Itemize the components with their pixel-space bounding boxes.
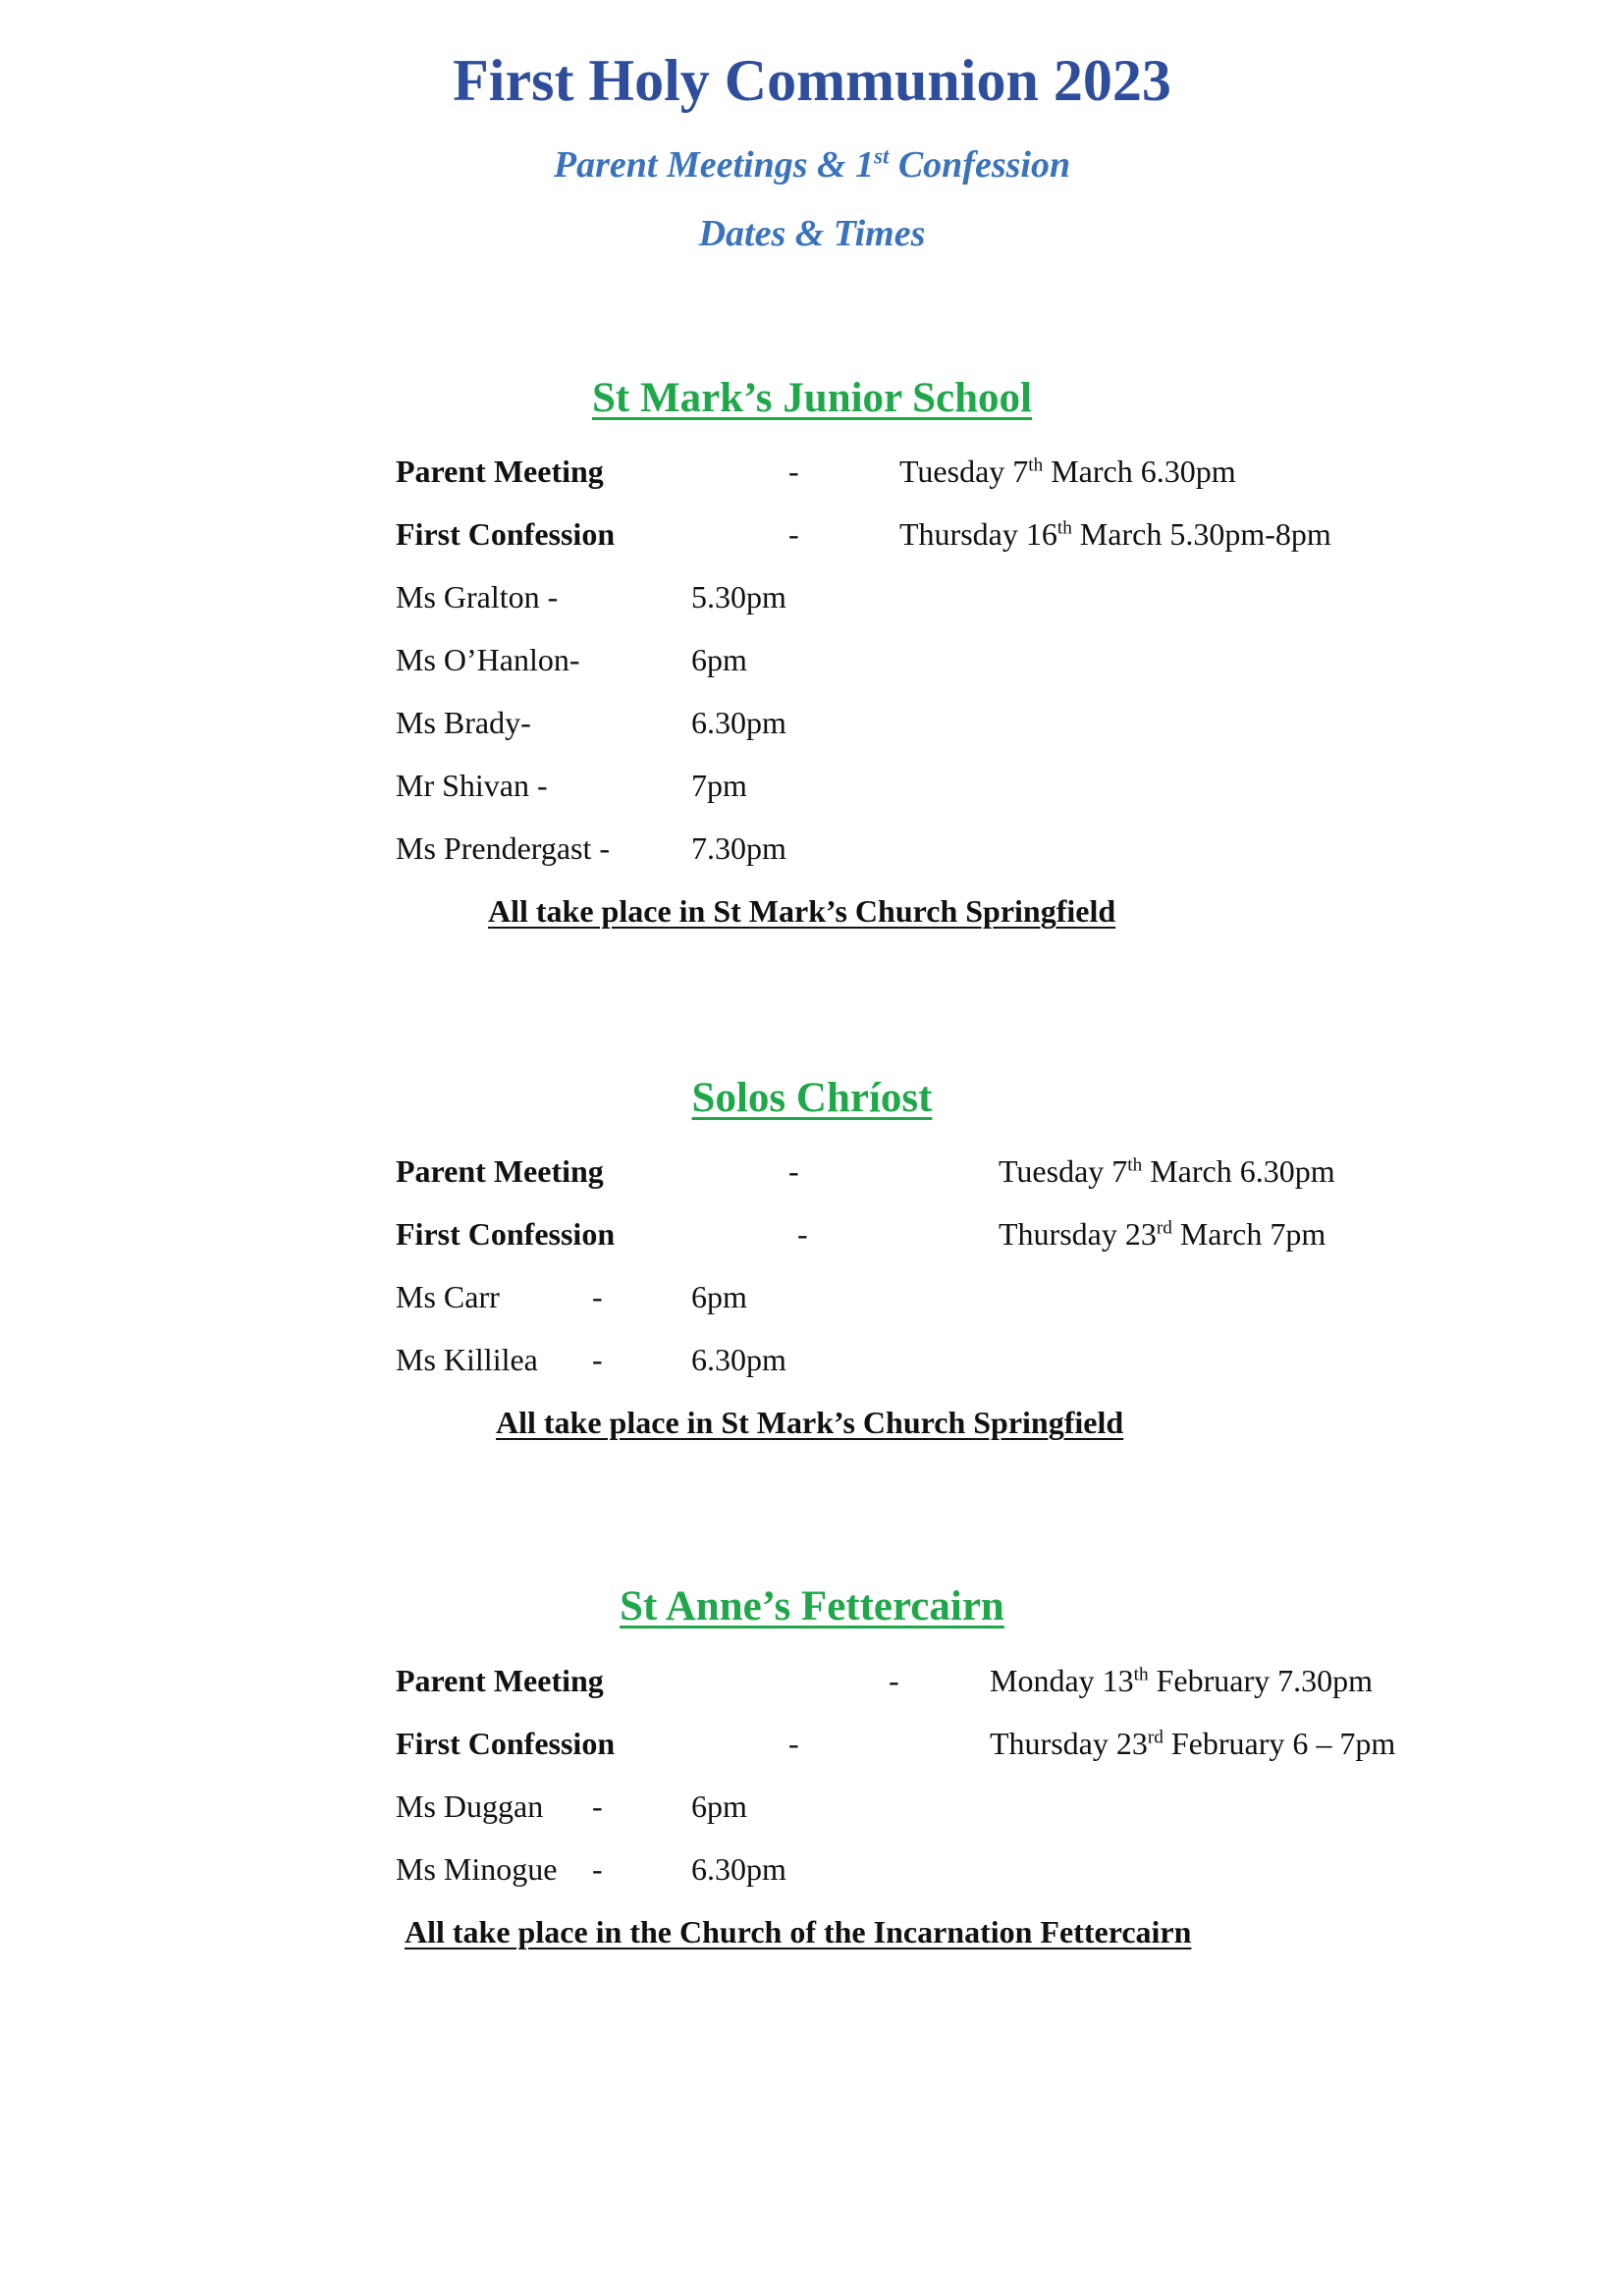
teacher-time: 6pm [691,642,747,677]
parent-meeting-dash: - [788,454,799,489]
teacher-time: 6pm [691,1279,747,1314]
first-confession-dash: - [788,1726,799,1761]
first-confession-date: Thursday 23rd February 6 – 7pm [990,1726,1396,1761]
teacher-dash: - [592,1851,603,1887]
parent-meeting-label: Parent Meeting [396,1153,604,1189]
location-note: All take place in the Church of the Incarnation Fettercairn [405,1914,1192,1949]
parent-meeting-date: Monday 13th February 7.30pm [990,1663,1373,1698]
first-confession-dash: - [788,516,799,552]
teacher-time: 7pm [691,768,747,803]
teacher-name: Ms Brady- [396,705,531,740]
first-confession-date: Thursday 23rd March 7pm [999,1216,1326,1252]
teacher-name: Ms Carr [396,1279,500,1314]
parent-meeting-dash: - [788,1153,799,1189]
teacher-name: Ms Killilea [396,1342,538,1377]
first-confession-date: Thursday 16th March 5.30pm-8pm [899,516,1331,552]
teacher-time: 5.30pm [691,579,786,614]
first-confession-dash: - [797,1216,808,1252]
first-confession-label: First Confession [396,1726,616,1761]
teacher-name: Ms Prendergast - [396,830,611,866]
parent-meeting-label: Parent Meeting [396,1663,604,1698]
location-note: All take place in St Mark’s Church Springfield [496,1405,1124,1440]
page-subtitle-dates: Dates & Times [698,213,926,254]
teacher-name: Ms Duggan [396,1789,544,1824]
parent-meeting-dash: - [889,1663,899,1698]
teacher-name: Ms Minogue [396,1851,558,1887]
page-title: First Holy Communion 2023 [453,48,1171,113]
first-confession-label: First Confession [396,516,616,552]
first-confession-label: First Confession [396,1216,616,1252]
parent-meeting-date: Tuesday 7th March 6.30pm [999,1153,1335,1189]
teacher-name: Ms Gralton - [396,579,559,614]
parent-meeting-label: Parent Meeting [396,454,604,489]
location-note: All take place in St Mark’s Church Springfield [488,893,1116,929]
parent-meeting-date: Tuesday 7th March 6.30pm [899,454,1236,489]
teacher-time: 6.30pm [691,705,786,740]
school-heading: St Mark’s Junior School [592,375,1032,421]
teacher-time: 7.30pm [691,830,786,866]
teacher-time: 6pm [691,1789,747,1824]
teacher-dash: - [592,1789,603,1824]
teacher-name: Mr Shivan - [396,768,548,803]
teacher-dash: - [592,1342,603,1377]
teacher-time: 6.30pm [691,1342,786,1377]
school-heading: Solos Chríost [691,1075,933,1121]
page-subtitle: Parent Meetings & 1st Confession [553,143,1071,186]
teacher-time: 6.30pm [691,1851,786,1887]
teacher-dash: - [592,1279,603,1314]
teacher-name: Ms O’Hanlon- [396,642,580,677]
school-heading: St Anne’s Fettercairn [620,1583,1004,1629]
